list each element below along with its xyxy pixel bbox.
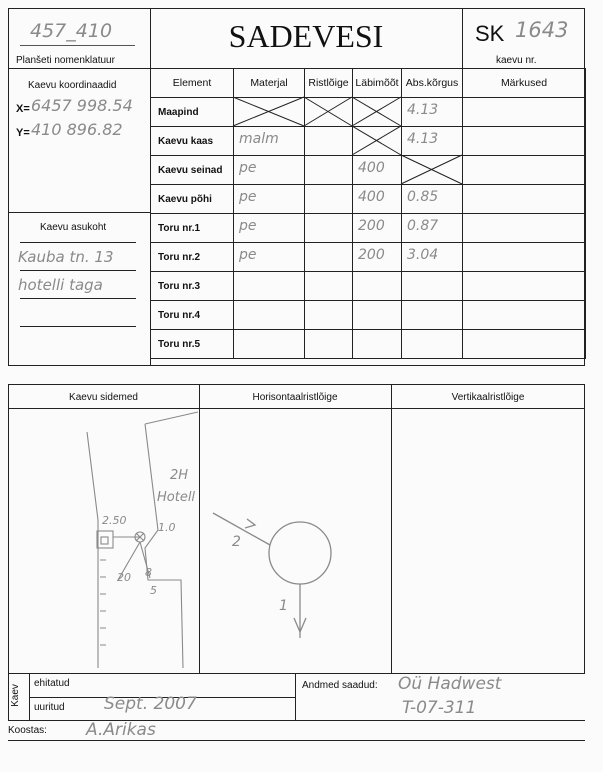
row-value-diameter: 400 xyxy=(358,160,385,176)
section-horizontal: Horisontaalristlõige xyxy=(252,392,338,403)
row-value-abs-height: 4.13 xyxy=(407,102,439,118)
row-label: Toru nr.4 xyxy=(158,310,201,321)
row-label: Toru nr.1 xyxy=(158,223,201,234)
row-label: Maapind xyxy=(158,107,199,118)
well-side-label: Kaev xyxy=(9,684,21,707)
plansheet-label: Planšeti nomenklatuur xyxy=(16,55,115,66)
compiled-label: Koostas: xyxy=(8,725,47,736)
data-from-reference: T-07-311 xyxy=(402,698,477,718)
row-label: Toru nr.3 xyxy=(158,281,201,292)
well-number-label: kaevu nr. xyxy=(496,55,537,66)
col-header-diameter: Läbimõõt xyxy=(352,68,402,98)
row-label: Kaevu põhi xyxy=(158,194,212,205)
col-header-cross-section: Ristlõige xyxy=(304,68,353,98)
sketch-dim-20: 20 xyxy=(117,571,131,584)
pipe-1-label: 1 xyxy=(279,598,288,614)
y-coordinate-value: 410 896.82 xyxy=(31,120,123,139)
row-value-abs-height: 0.85 xyxy=(407,189,439,205)
sketch-dim-5: 5 xyxy=(150,584,157,597)
section-vertical: Vertikaalristlõige xyxy=(451,392,525,403)
col-header-element: Element xyxy=(150,68,234,98)
sketch-dim-250: 2.50 xyxy=(102,514,127,527)
row-label: Kaevu seinad xyxy=(158,165,223,176)
location-line-2: hotelli taga xyxy=(18,276,103,294)
row-value-abs-height: 0.87 xyxy=(407,218,439,234)
row-value-material: pe xyxy=(239,189,257,205)
row-value-diameter: 200 xyxy=(358,218,385,234)
pipe-2-label: 2 xyxy=(232,534,241,550)
coordinates-label: Kaevu koordinaadid xyxy=(28,80,117,91)
sketch-building-label: 2H xyxy=(170,468,189,483)
sketch-dim-10: 1.0 xyxy=(158,521,176,534)
row-label: Toru nr.2 xyxy=(158,252,201,263)
y-label: Y= xyxy=(16,127,30,139)
location-line-1: Kauba tn. 13 xyxy=(18,248,114,266)
surveyed-value: Sept. 2007 xyxy=(104,694,197,714)
plansheet-value: 457_410 xyxy=(30,20,113,42)
row-value-diameter: 200 xyxy=(358,247,385,263)
row-value-diameter: 400 xyxy=(358,189,385,205)
x-coordinate-value: 6457 998.54 xyxy=(31,96,133,115)
row-value-abs-height: 3.04 xyxy=(407,247,439,263)
sketch-building-name: Hotell xyxy=(157,490,196,505)
compiled-value: A.Arikas xyxy=(86,720,156,740)
col-header-abs-height: Abs.kõrgus xyxy=(401,68,463,98)
col-header-material: Materjal xyxy=(233,68,305,98)
section-connections: Kaevu sidemed xyxy=(69,392,138,403)
row-value-material: pe xyxy=(239,160,257,176)
sketch-dim-8: 8 xyxy=(145,566,152,579)
built-label: ehitatud xyxy=(34,678,70,689)
row-value-abs-height: 4.13 xyxy=(407,131,439,147)
col-header-notes: Märkused xyxy=(462,68,586,98)
row-label: Kaevu kaas xyxy=(158,136,214,147)
surveyed-label: uuritud xyxy=(34,702,65,713)
row-value-material: pe xyxy=(239,218,257,234)
location-label: Kaevu asukoht xyxy=(40,222,107,233)
row-label: Toru nr.5 xyxy=(158,339,201,350)
sk-prefix: SK xyxy=(475,21,505,46)
x-label: X= xyxy=(16,103,30,115)
row-value-material: pe xyxy=(239,247,257,263)
data-from-value: Oü Hadwest xyxy=(398,674,502,694)
page-title: SADEVESI xyxy=(228,18,384,54)
row-value-material: malm xyxy=(239,131,279,147)
sk-value: 1643 xyxy=(515,18,569,42)
data-from-label: Andmed saadud: xyxy=(302,680,378,691)
